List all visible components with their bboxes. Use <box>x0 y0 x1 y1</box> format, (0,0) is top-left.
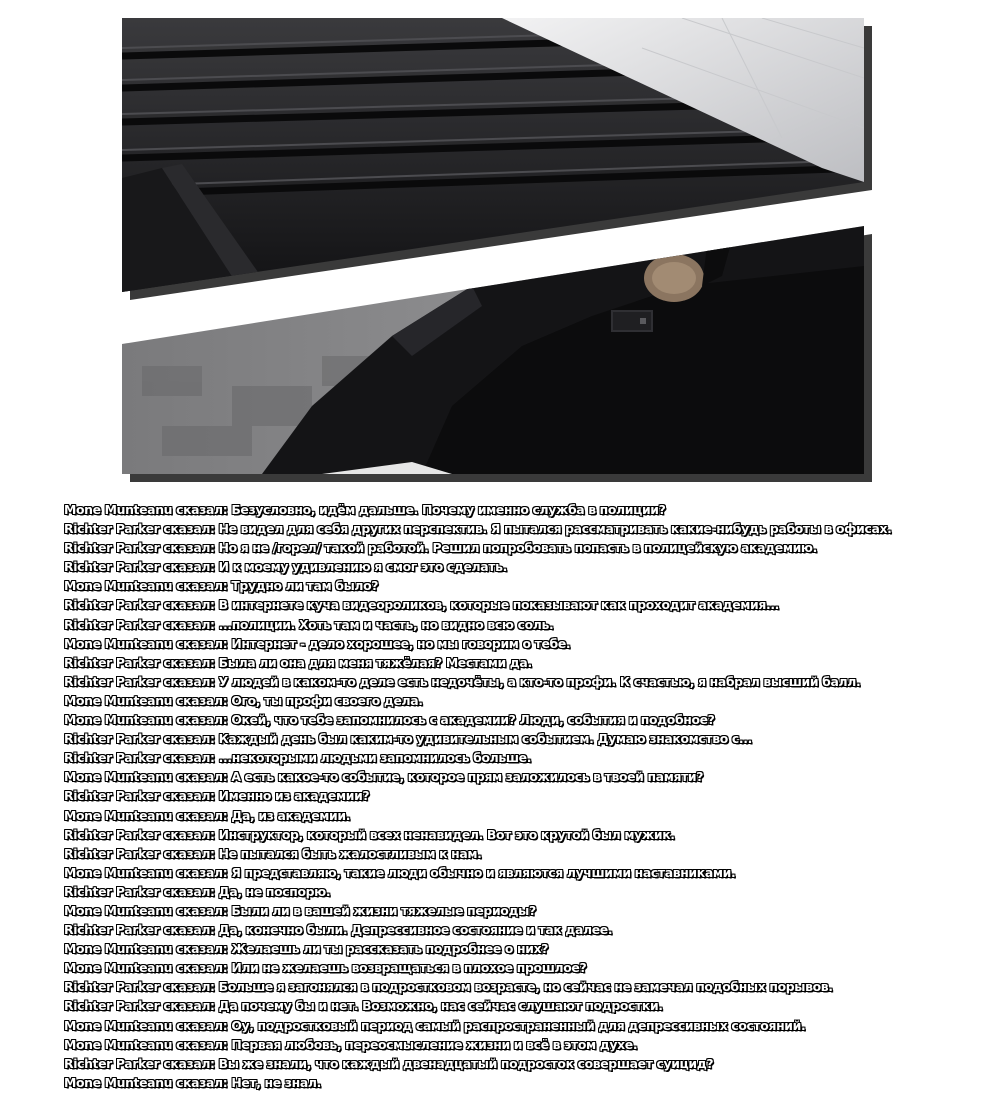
chat-line: Mone Munteanu сказал: Оу, подростковый период самый распространенный для депрессивных состояний. <box>64 1017 806 1033</box>
chat-line: Richter Parker сказал: ...полиции. Хоть там и часть, но видно всю соль. <box>64 616 554 632</box>
chat-line: Mone Munteanu сказал: Интернет - дело хорошее, но мы говорим о тебе. <box>64 635 571 651</box>
chat-line: Richter Parker сказал: Да, не поспорю. <box>64 883 331 899</box>
chat-line: Richter Parker сказал: Инструктор, который всех ненавидел. Вот это крутой был мужик. <box>64 826 675 842</box>
chat-line: Richter Parker сказал: Да почему бы и нет. Возможно, нас сейчас слушают подростки. <box>64 998 663 1014</box>
chat-line: Mone Munteanu сказал: Желаешь ли ты рассказать подробнее о них? <box>64 941 549 957</box>
chat-line: Mone Munteanu сказал: Я представляю, такие люди обычно и являются лучшими наставниками. <box>64 864 736 880</box>
chat-line: Mone Munteanu сказал: Ого, ты профи своего дела. <box>64 692 423 708</box>
chat-line: Mone Munteanu сказал: Нет, не знал. <box>64 1074 321 1090</box>
chat-line: Mone Munteanu сказал: Безусловно, идём дальше. Почему именно служба в полиции? <box>64 502 666 517</box>
chat-line: Richter Parker сказал: Вы же знали, что каждый двенадцатый подросток совершает суицид? <box>64 1055 714 1071</box>
chat-line: Mone Munteanu сказал: Первая любовь, переосмысление жизни и всё в этом духе. <box>64 1036 638 1052</box>
scene-image-bottom <box>122 226 872 482</box>
chat-line: Richter Parker сказал: ...некоторыми людьми запомнилось больше. <box>64 750 532 766</box>
chat-line: Richter Parker сказал: Больше я загонялся в подростковом возрасте, но сейчас не замечал подобных порывов. <box>64 979 833 995</box>
chat-line: Richter Parker сказал: Не видел для себя других перспектив. Я пытался рассматривать какие-нибудь работы в офисах. <box>64 521 892 537</box>
chat-line: Richter Parker сказал: Но я не /горел/ такой работой. Решил попробовать попасть в полицейскую академию. <box>64 540 817 556</box>
chat-line: Richter Parker сказал: Была ли она для меня тяжёлая? Местами да. <box>64 654 532 670</box>
chat-line: Richter Parker сказал: В интернете куча видеороликов, которые показывают как проходит академия... <box>64 597 780 613</box>
chat-line: Mone Munteanu сказал: Да, из академии. <box>64 807 351 823</box>
chat-line: Richter Parker сказал: Да, конечно были. Депрессивное состояние и так далее. <box>64 922 613 938</box>
chat-line: Richter Parker сказал: Каждый день был каким-то удивительным событием. Думаю знакомство с... <box>64 731 752 747</box>
chat-line: Richter Parker сказал: Именно из академии? <box>64 788 370 804</box>
scene-panel-bottom <box>122 226 864 474</box>
chat-line: Mone Munteanu сказал: А есть какое-то событие, которое прям заложилось в твоей памяти? <box>64 769 704 785</box>
chat-line: Mone Munteanu сказал: Окей, что тебе запомнилось с академии? Люди, события и подобное? <box>64 712 715 728</box>
chat-line: Mone Munteanu сказал: Или не желаешь возвращаться в плохое прошлое? <box>64 960 587 976</box>
chat-line: Richter Parker сказал: У людей в каком-то деле есть недочёты, а кто-то профи. К счастью, я набрал высший балл. <box>64 673 861 689</box>
chat-line: Richter Parker сказал: Не пытался быть жалостливым к нам. <box>64 845 482 861</box>
chat-line: Richter Parker сказал: И к моему удивлению я смог это сделать. <box>64 559 507 575</box>
chat-line: Mone Munteanu сказал: Были ли в вашей жизни тяжелые периоды? <box>64 902 536 918</box>
chat-log <box>64 500 994 1092</box>
chat-line: Mone Munteanu сказал: Трудно ли там было? <box>64 578 379 594</box>
